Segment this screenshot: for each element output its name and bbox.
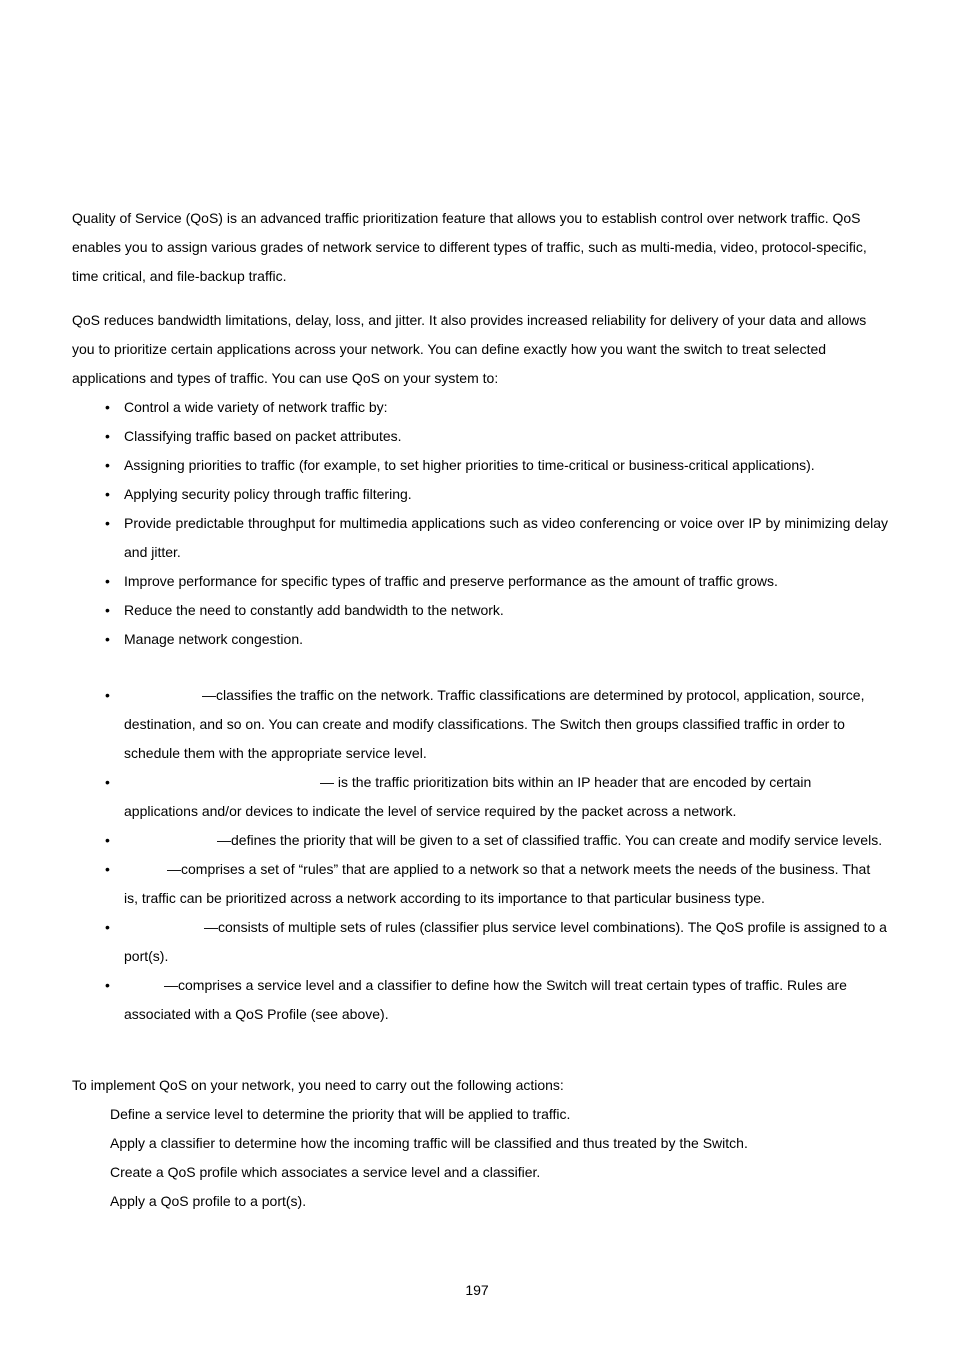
step-item: Apply a QoS profile to a port(s). (110, 1193, 307, 1209)
term-item: • —classifies the traffic on the network. Traffic classifications are determined by protocol, application, source, destination, and so on. You can create and modify classifications. The Switch then groups classified traffic in order to schedule them with the appropriate service level. (72, 681, 888, 768)
bullet-icon: • (105, 486, 110, 502)
list-item: • Applying security policy through traffic filtering. (72, 480, 888, 509)
bullet-icon: • (105, 457, 110, 473)
bullet-icon: • (105, 573, 110, 589)
bullet-icon: • (105, 515, 110, 531)
bullet-icon: • (105, 832, 110, 848)
step-item: Apply a classifier to determine how the incoming traffic will be classified and thus treated by the Switch. (110, 1135, 748, 1151)
term-item: • —consists of multiple sets of rules (classifier plus service level combinations). The QoS profile is assigned to a port(s). (72, 913, 888, 971)
qos-intro-paragraph: Quality of Service (QoS) is an advanced traffic prioritization feature that allows you to establish control over network traffic. QoS enables you to assign various grades of network service to different types of traffic, such as multi-media, video, protocol-specific, time critical, and file-backup traffic. (72, 210, 867, 284)
list-item: • Reduce the need to constantly add bandwidth to the network. (72, 596, 888, 625)
bullet-icon: • (105, 774, 110, 790)
bullet-icon: • (105, 428, 110, 444)
page-number: 197 (465, 1282, 489, 1298)
bullet-icon: • (105, 631, 110, 647)
step-item: Create a QoS profile which associates a service level and a classifier. (110, 1164, 541, 1180)
bullet-icon: • (105, 687, 110, 703)
list-item: • Provide predictable throughput for multimedia applications such as video conferencing or voice over IP by minimizing delay and jitter. (72, 509, 888, 567)
term-item: • — is the traffic prioritization bits within an IP header that are encoded by certain applications and/or devices to indicate the level of service required by the packet across a network. (72, 768, 888, 826)
qos-benefits-paragraph: QoS reduces bandwidth limitations, delay, loss, and jitter. It also provides increased reliability for delivery of your data and allows you to prioritize certain applications across your network. You can define exactly how you want the switch to treat selected applications and types of traffic. You can use QoS on your system to: (72, 312, 867, 386)
term-item: • —defines the priority that will be given to a set of classified traffic. You can create and modify service levels. (72, 826, 888, 855)
bullet-icon: • (105, 602, 110, 618)
implement-intro: To implement QoS on your network, you need to carry out the following actions: (72, 1077, 564, 1093)
bullet-icon: • (105, 399, 110, 415)
list-item: • Manage network congestion. (72, 625, 888, 654)
list-item: • Classifying traffic based on packet attributes. (72, 422, 888, 451)
bullet-icon: • (105, 861, 110, 877)
term-item: • —comprises a set of “rules” that are applied to a network so that a network meets the needs of the business. That is, traffic can be prioritized across a network according to its importance to that particular business type. (72, 855, 888, 913)
term-item: • —comprises a service level and a classifier to define how the Switch will treat certain types of traffic. Rules are associated with a QoS Profile (see above). (72, 971, 888, 1029)
list-item: • Assigning priorities to traffic (for example, to set higher priorities to time-critical or business-critical applications). (72, 451, 888, 480)
bullet-icon: • (105, 977, 110, 993)
list-item: • Improve performance for specific types of traffic and preserve performance as the amount of traffic grows. (72, 567, 888, 596)
implement-steps-list (110, 1100, 748, 1216)
qos-terms-list (72, 681, 888, 1029)
bullet-icon: • (105, 919, 110, 935)
list-item: • Control a wide variety of network traffic by: (72, 393, 888, 422)
step-item: Define a service level to determine the priority that will be applied to traffic. (110, 1106, 571, 1122)
qos-uses-list (72, 393, 888, 654)
